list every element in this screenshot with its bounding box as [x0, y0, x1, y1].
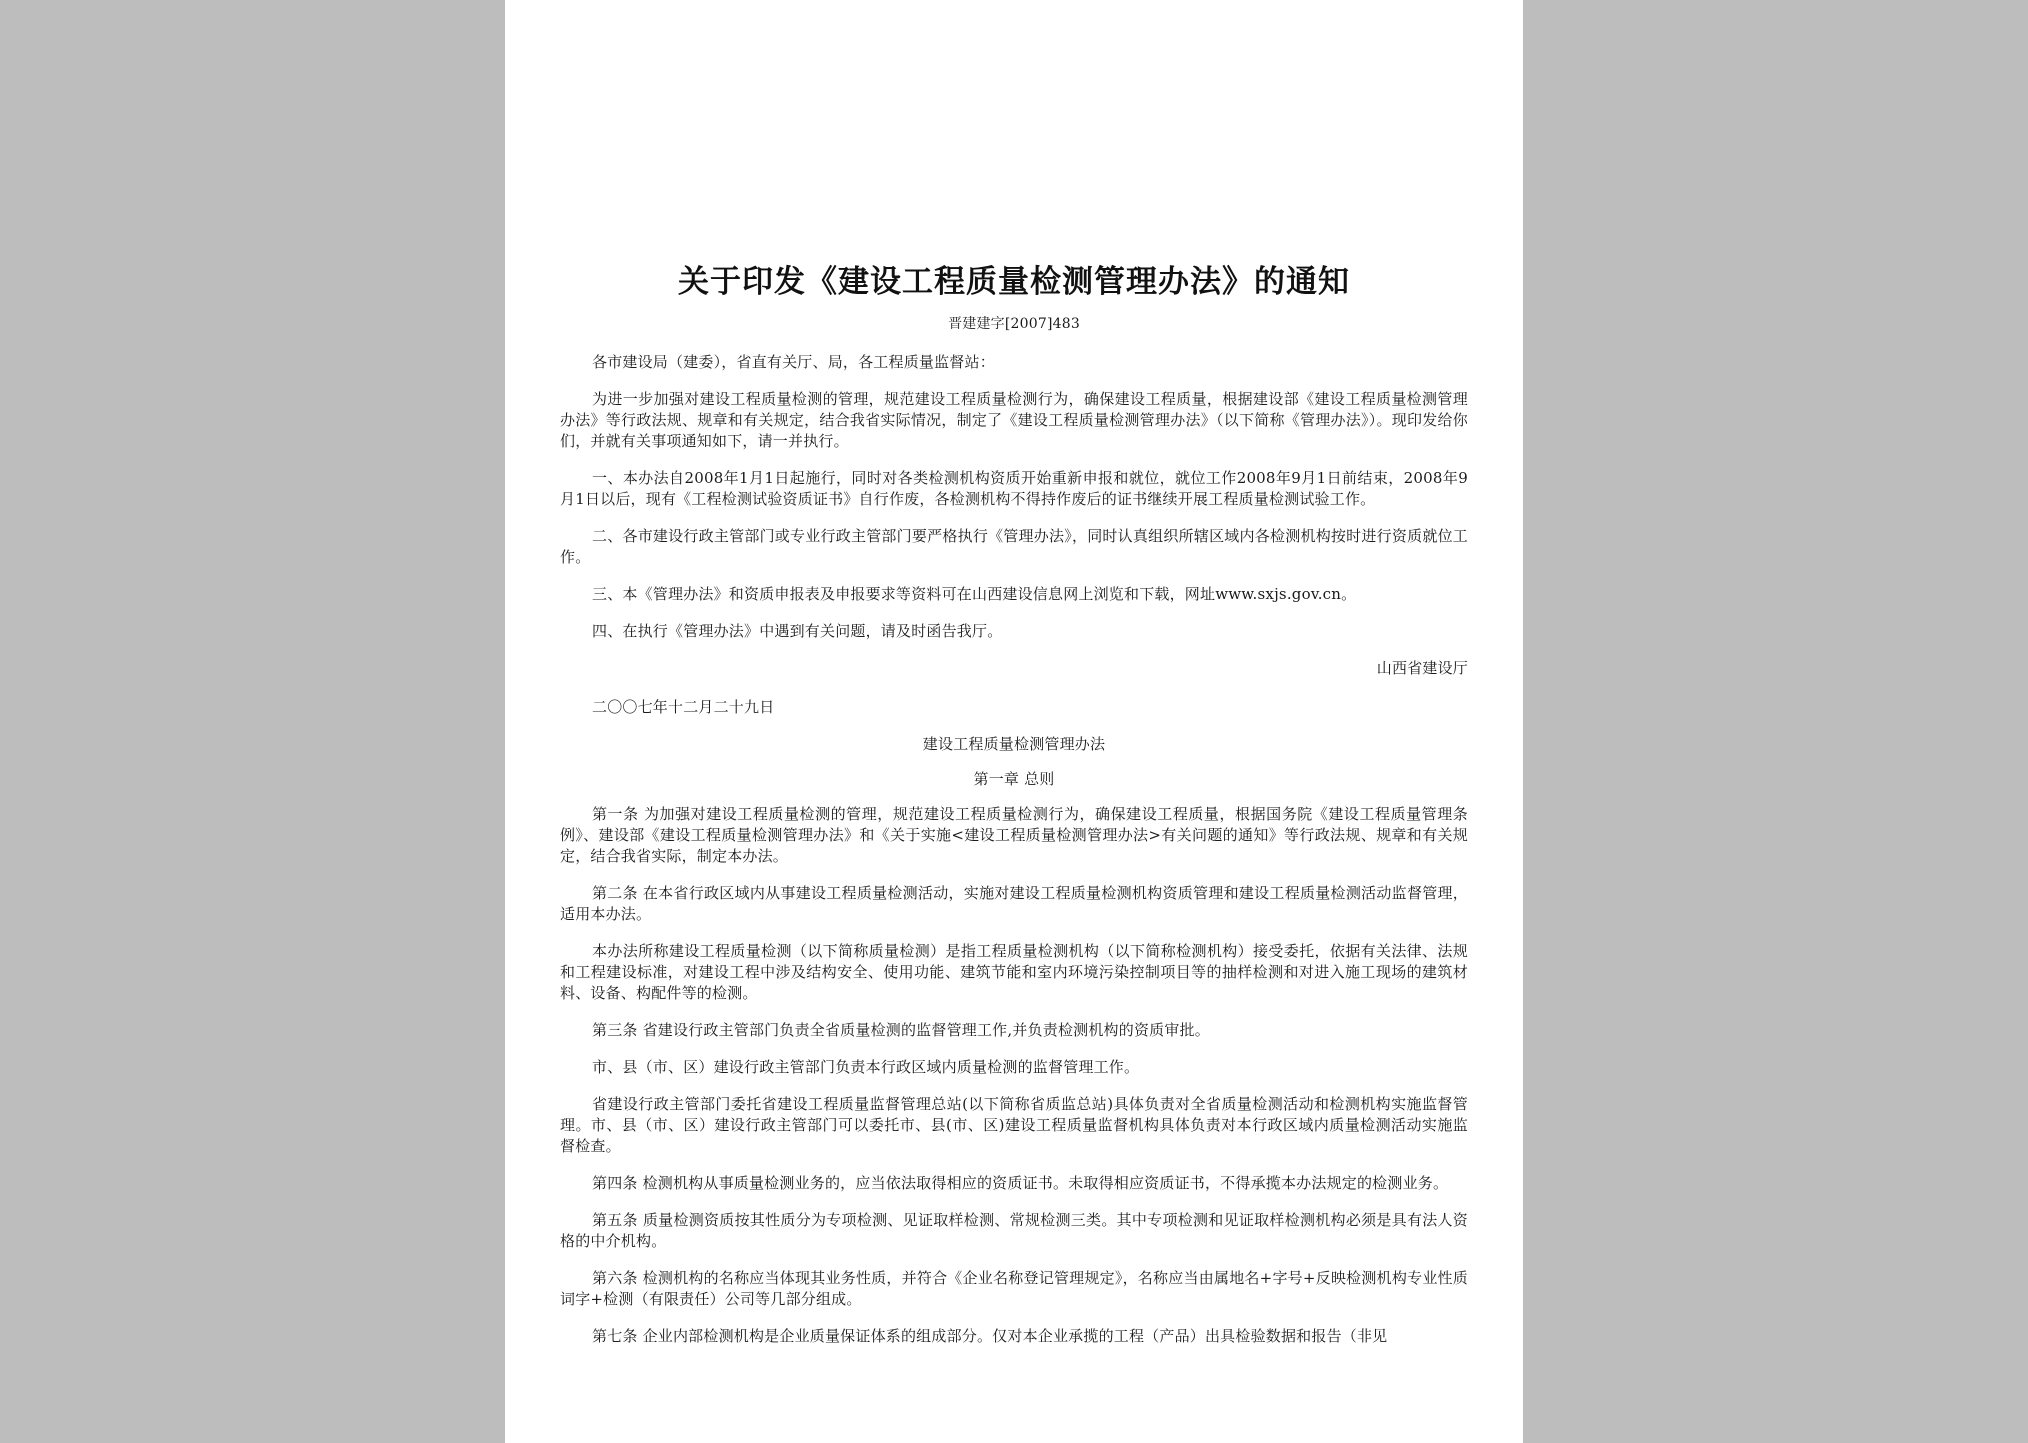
article-paragraph: 第六条 检测机构的名称应当体现其业务性质，并符合《企业名称登记管理规定》，名称应当由属地名+字号+反映检测机构专业性质词字+检测（有限责任）公司等几部分组成。: [560, 1269, 1468, 1308]
notice-paragraph: 三、本《管理办法》和资质申报表及申报要求等资料可在山西建设信息网上浏览和下载，网址www.sxjs.gov.cn。: [592, 585, 1357, 603]
notice-title: 关于印发《建设工程质量检测管理办法》的通知: [678, 264, 1350, 300]
article-paragraph: 第二条 在本省行政区域内从事建设工程质量检测活动，实施对建设工程质量检测机构资质管理和建设工程质量检测活动监督管理，适用本办法。: [560, 884, 1468, 923]
document-content: [560, 262, 1468, 1363]
article-paragraph: 第三条 省建设行政主管部门负责全省质量检测的监督管理工作,并负责检测机构的资质审批。: [592, 1021, 1210, 1039]
article-paragraph: 市、县（市、区）建设行政主管部门负责本行政区域内质量检测的监督管理工作。: [592, 1058, 1140, 1076]
signature: 山西省建设厅: [1376, 659, 1468, 677]
measure-title: 建设工程质量检测管理办法: [922, 735, 1106, 753]
notice-paragraph: 为进一步加强对建设工程质量检测的管理，规范建设工程质量检测行为，确保建设工程质量，根据建设部《建设工程质量检测管理办法》等行政法规、规章和有关规定，结合我省实际情况，制定了《建设工程质量检测管理办法》（以下简称《管理办法》）。现印发给你们，并就有关事项通知如下，请一并执行。: [560, 390, 1468, 450]
notice-paragraph: 二、各市建设行政主管部门或专业行政主管部门要严格执行《管理办法》，同时认真组织所辖区域内各检测机构按时进行资质就位工作。: [560, 527, 1468, 566]
document-number: 晋建建字[2007]483: [948, 316, 1080, 332]
article-paragraph: 省建设行政主管部门委托省建设工程质量监督管理总站(以下简称省质监总站)具体负责对全省质量检测活动和检测机构实施监督管理。市、县（市、区）建设行政主管部门可以委托市、县(市、区)建设工程质量监督机构具体负责对本行政区域内质量检测活动实施监督检查。: [560, 1095, 1468, 1155]
article-paragraph: 第五条 质量检测资质按其性质分为专项检测、见证取样检测、常规检测三类。其中专项检测和见证取样检测机构必须是具有法人资格的中介机构。: [560, 1211, 1468, 1250]
issue-date: 二〇〇七年十二月二十九日: [592, 698, 775, 716]
article-paragraph: 第四条 检测机构从事质量检测业务的，应当依法取得相应的资质证书。未取得相应资质证书，不得承揽本办法规定的检测业务。: [592, 1174, 1449, 1192]
notice-paragraph: 四、在执行《管理办法》中遇到有关问题，请及时函告我厅。: [592, 622, 1003, 640]
article-paragraph: 第七条 企业内部检测机构是企业质量保证体系的组成部分。仅对本企业承揽的工程（产品）出具检验数据和报告（非见: [592, 1327, 1388, 1345]
article-paragraph: 第一条 为加强对建设工程质量检测的管理，规范建设工程质量检测行为，确保建设工程质量，根据国务院《建设工程质量管理条例》、建设部《建设工程质量检测管理办法》和《关于实施<建设工程质量检测管理办法>有关问题的通知》等行政法规、规章和有关规定，结合我省实际，制定本办法。: [560, 805, 1468, 865]
notice-paragraph: 一、本办法自2008年1月1日起施行，同时对各类检测机构资质开始重新申报和就位，就位工作2008年9月1日前结束，2008年9月1日以后，现有《工程检测试验资质证书》自行作废，各检测机构不得持作废后的证书继续开展工程质量检测试验工作。: [560, 469, 1468, 508]
salutation: 各市建设局（建委），省直有关厅、局，各工程质量监督站：: [592, 353, 995, 371]
article-paragraph: 本办法所称建设工程质量检测（以下简称质量检测）是指工程质量检测机构（以下简称检测机构）接受委托，依据有关法律、法规和工程建设标准，对建设工程中涉及结构安全、使用功能、建筑节能和室内环境污染控制项目等的抽样检测和对进入施工现场的建筑材料、设备、构配件等的检测。: [560, 942, 1468, 1002]
document-page: [505, 0, 1523, 1443]
chapter-title: 第一章 总则: [973, 770, 1055, 788]
